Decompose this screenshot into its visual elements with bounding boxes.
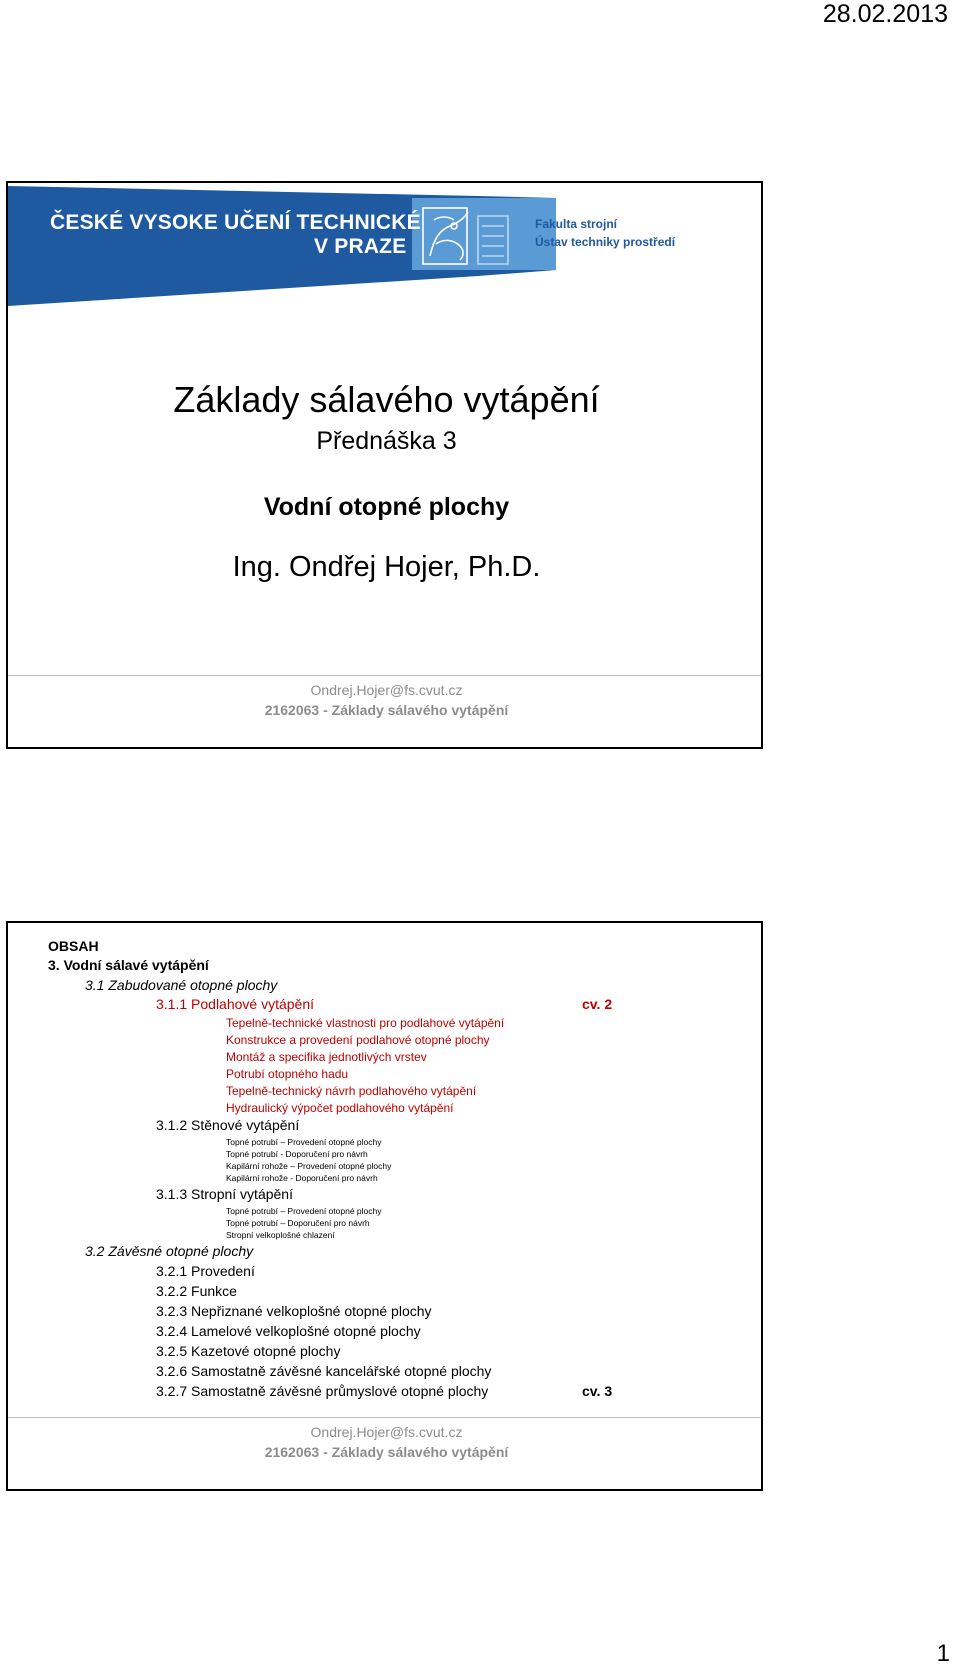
title-slide — [6, 181, 763, 749]
university-name-line1: ČESKÉ VYSOKE UČENÍ TECHNICKÉ — [50, 211, 421, 234]
lecture-title: Základy sálavého vytápění — [173, 379, 600, 420]
toc-section-3-2: 3.2 Závěsné otopné plochy — [85, 1243, 254, 1259]
toc-item: Stropní velkoplošné chlazení — [226, 1230, 335, 1240]
toc-section-3-1-2: 3.1.2 Stěnové vytápění — [156, 1117, 300, 1133]
toc-item: 3.2.3 Nepřiznané velkoplošné otopné plochy — [156, 1303, 432, 1319]
toc-section-3-1: 3.1 Zabudované otopné plochy — [85, 977, 278, 993]
toc-item: Topné potrubí – Doporučení pro návrh — [226, 1218, 370, 1228]
university-name-line2: V PRAZE — [314, 235, 407, 258]
toc-exercise-cv3: cv. 3 — [582, 1383, 613, 1399]
lecture-number: Přednáška 3 — [316, 427, 457, 455]
page-number: 1 — [936, 1640, 950, 1667]
print-date: 28.02.2013 — [822, 0, 948, 28]
toc-item: Tepelně-technické vlastnosti pro podlahové vytápění — [226, 1016, 505, 1030]
toc-item: Topné potrubí – Provedení otopné plochy — [226, 1137, 382, 1147]
author-name: Ing. Ondřej Hojer, Ph.D. — [232, 551, 541, 583]
footer-course: 2162063 - Základy sálavého vytápění — [264, 1444, 509, 1460]
toc-chapter: 3. Vodní sálavé vytápění — [48, 957, 209, 973]
toc-item: Konstrukce a provedení podlahové otopné plochy — [226, 1033, 490, 1047]
footer-email: Ondrej.Hojer@fs.cvut.cz — [310, 682, 463, 698]
toc-item: Hydraulický výpočet podlahového vytápění — [226, 1101, 454, 1115]
footer-divider — [8, 1417, 761, 1418]
footer-course: 2162063 - Základy sálavého vytápění — [264, 702, 509, 718]
lecture-topic: Vodní otopné plochy — [263, 493, 510, 521]
toc-item: Kapilární rohože – Provedení otopné plochy — [226, 1161, 392, 1171]
toc-item: Potrubí otopného hadu — [226, 1067, 349, 1081]
toc-item: 3.2.2 Funkce — [156, 1283, 237, 1299]
institute-name: Ústav techniky prostředí — [535, 235, 676, 249]
faculty-name: Fakulta strojní — [535, 217, 618, 231]
toc-item: Tepelně-technický návrh podlahového vytápění — [226, 1084, 477, 1098]
toc-item: 3.2.5 Kazetové otopné plochy — [156, 1343, 341, 1359]
toc-heading: OBSAH — [48, 938, 99, 954]
toc-item: 3.2.6 Samostatně závěsné kancelářské otopné plochy — [156, 1363, 492, 1379]
toc-item: Kapilární rohože - Doporučení pro návrh — [226, 1173, 378, 1183]
logo-panel — [412, 198, 556, 270]
footer-email: Ondrej.Hojer@fs.cvut.cz — [310, 1424, 463, 1440]
toc-item: 3.2.7 Samostatně závěsné průmyslové otopné plochy — [156, 1383, 489, 1399]
toc-item: 3.2.1 Provedení — [156, 1263, 255, 1279]
toc-section-3-1-3: 3.1.3 Stropní vytápění — [156, 1186, 293, 1202]
toc-item: 3.2.4 Lamelové velkoplošné otopné plochy — [156, 1323, 421, 1339]
toc-section-3-1-1: 3.1.1 Podlahové vytápění — [156, 996, 315, 1012]
toc-item: Montáž a specifika jednotlivých vrstev — [226, 1050, 427, 1064]
contents-slide — [6, 921, 763, 1491]
footer-divider — [8, 675, 761, 676]
toc-item: Topné potrubí – Provedení otopné plochy — [226, 1206, 382, 1216]
toc-item: Topné potrubí - Doporučení pro návrh — [226, 1149, 368, 1159]
toc-exercise-cv2: cv. 2 — [582, 996, 613, 1012]
